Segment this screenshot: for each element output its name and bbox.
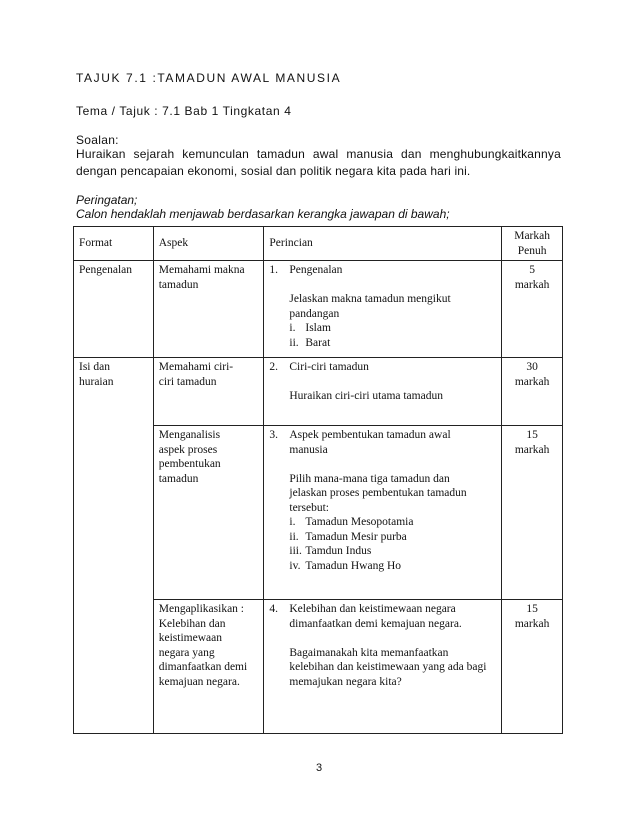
header-markah: Markah <box>514 230 550 242</box>
sub-item-marker: i. <box>289 516 296 528</box>
markah-value: 15 <box>526 429 538 441</box>
sub-item-text: Islam <box>305 322 331 334</box>
sub-item-text: Tamadun Mesir purba <box>305 530 407 543</box>
table-row <box>74 261 563 358</box>
format-line: huraian <box>79 375 114 388</box>
format-line: Isi dan <box>79 361 110 373</box>
format-cell: Pengenalan <box>74 261 154 358</box>
detail-line: pandangan <box>289 307 340 320</box>
detail-line: Bagaimanakah kita memanfaatkan <box>289 646 449 659</box>
sub-item-text: Barat <box>305 336 331 349</box>
aspek-line: keistimewaan <box>158 632 222 644</box>
markah-value: 30 <box>526 361 538 373</box>
sub-item <box>289 559 496 574</box>
format-cell <box>74 358 154 426</box>
markah-value: 5 <box>529 264 535 276</box>
detail-line: Huraikan ciri-ciri utama tamadun <box>289 390 443 402</box>
detail-line: kelebihan dan keistimewaan yang ada bagi <box>289 661 487 673</box>
peringatan-label: Peringatan; <box>76 193 138 207</box>
sub-item-marker: iii. <box>289 545 302 557</box>
page-number: 3 <box>315 762 323 774</box>
item-title: Ciri-ciri tamadun <box>289 361 369 373</box>
aspek-line: Mengaplikasikan : <box>158 603 245 615</box>
markah-cell <box>502 358 563 426</box>
markah-unit: markah <box>514 375 550 388</box>
detail-line: memajukan negara kita? <box>289 675 402 688</box>
aspek-line: tamadun <box>158 472 199 485</box>
sub-item <box>289 515 496 530</box>
detail-line: Jelaskan makna tamadun mengikut <box>289 293 451 305</box>
item-title-line: Aspek pembentukan tamadun awal <box>289 429 451 441</box>
perincian-item <box>269 428 496 457</box>
sub-item <box>289 321 496 336</box>
aspek-line: ciri tamadun <box>158 375 217 388</box>
item-number: 2. <box>269 361 278 373</box>
aspek-line: negara yang <box>158 646 215 659</box>
item-detail <box>269 375 496 404</box>
detail-line: Pilih mana-mana tiga tamadun dan <box>289 472 450 485</box>
sub-item-text: Tamadun Mesopotamia <box>305 516 414 528</box>
aspek-line: Kelebihan dan <box>158 617 226 630</box>
calon-instruction: Calon hendaklah menjawab berdasarkan kerangka jawapan di bawah; <box>76 207 450 221</box>
item-title-line: manusia <box>289 443 328 456</box>
perincian-cell <box>264 358 502 426</box>
aspek-line: kemajuan negara. <box>158 675 240 688</box>
sub-item-text: Tamadun Hwang Ho <box>305 559 402 572</box>
table-row <box>74 358 563 426</box>
sub-item-text: Tamdun Indus <box>305 545 372 557</box>
soalan-text-line-1: Huraikan sejarah kemunculan tamadun awal manusia dan menghubungkaitkannya <box>76 147 561 161</box>
soalan-text-line-2: dengan pencapaian ekonomi, sosial dan politik negara kita pada hari ini. <box>76 164 471 178</box>
header-markah-penuh <box>502 227 563 261</box>
aspek-line: aspek proses <box>158 443 218 456</box>
aspek-line: dimanfaatkan demi <box>158 661 248 673</box>
markah-cell <box>502 600 563 734</box>
perincian-cell <box>264 426 502 600</box>
sub-item-marker: ii. <box>289 336 299 349</box>
table-row <box>74 426 563 600</box>
table-header-row <box>74 227 563 261</box>
aspek-line: Memahami ciri- <box>158 361 234 373</box>
header-penuh: Penuh <box>517 244 547 257</box>
item-detail <box>269 278 496 351</box>
aspek-line: tamadun <box>158 278 199 291</box>
item-number: 1. <box>269 264 278 276</box>
item-number: 4. <box>269 603 278 615</box>
detail-line: jelaskan proses pembentukan tamadun <box>289 487 467 499</box>
markah-cell <box>502 261 563 358</box>
item-number: 3. <box>269 429 278 441</box>
perincian-item <box>269 602 496 631</box>
sub-item <box>289 530 496 545</box>
soalan-label: Soalan: <box>76 133 119 147</box>
format-cell <box>74 426 154 600</box>
perincian-item <box>269 263 496 278</box>
markah-unit: markah <box>514 617 550 630</box>
header-format: Format <box>74 227 154 261</box>
header-aspek: Aspek <box>153 227 264 261</box>
item-title-line: Kelebihan dan keistimewaan negara <box>289 603 456 615</box>
item-title <box>289 428 450 457</box>
markah-unit: markah <box>514 443 550 456</box>
detail-line: tersebut: <box>289 501 329 514</box>
markah-unit: markah <box>514 278 550 291</box>
item-title: Pengenalan <box>289 264 343 276</box>
item-detail <box>269 457 496 573</box>
sub-item-marker: ii. <box>289 530 299 543</box>
perincian-cell <box>264 261 502 358</box>
item-detail <box>269 631 496 689</box>
item-title <box>289 602 461 631</box>
aspek-cell <box>153 358 264 426</box>
header-perincian: Perincian <box>264 227 502 261</box>
perincian-cell <box>264 600 502 734</box>
aspek-cell <box>153 426 264 600</box>
tema-line: Tema / Tajuk : 7.1 Bab 1 Tingkatan 4 <box>76 104 292 118</box>
sub-item <box>289 336 496 351</box>
sub-item <box>289 544 496 559</box>
aspek-cell <box>153 600 264 734</box>
aspek-cell <box>153 261 264 358</box>
markah-value: 15 <box>526 603 538 615</box>
item-title-line: dimanfaatkan demi kemajuan negara. <box>289 617 462 630</box>
sub-item-marker: i. <box>289 322 296 334</box>
table-row <box>74 600 563 734</box>
aspek-line: Memahami makna <box>158 264 245 276</box>
document-title: TAJUK 7.1 :TAMADUN AWAL MANUSIA <box>76 71 342 85</box>
answer-framework-table <box>73 226 563 734</box>
format-cell <box>74 600 154 734</box>
aspek-line: pembentukan <box>158 458 221 470</box>
aspek-line: Menganalisis <box>158 429 221 441</box>
perincian-item <box>269 360 496 375</box>
sub-item-marker: iv. <box>289 559 301 572</box>
markah-cell <box>502 426 563 600</box>
